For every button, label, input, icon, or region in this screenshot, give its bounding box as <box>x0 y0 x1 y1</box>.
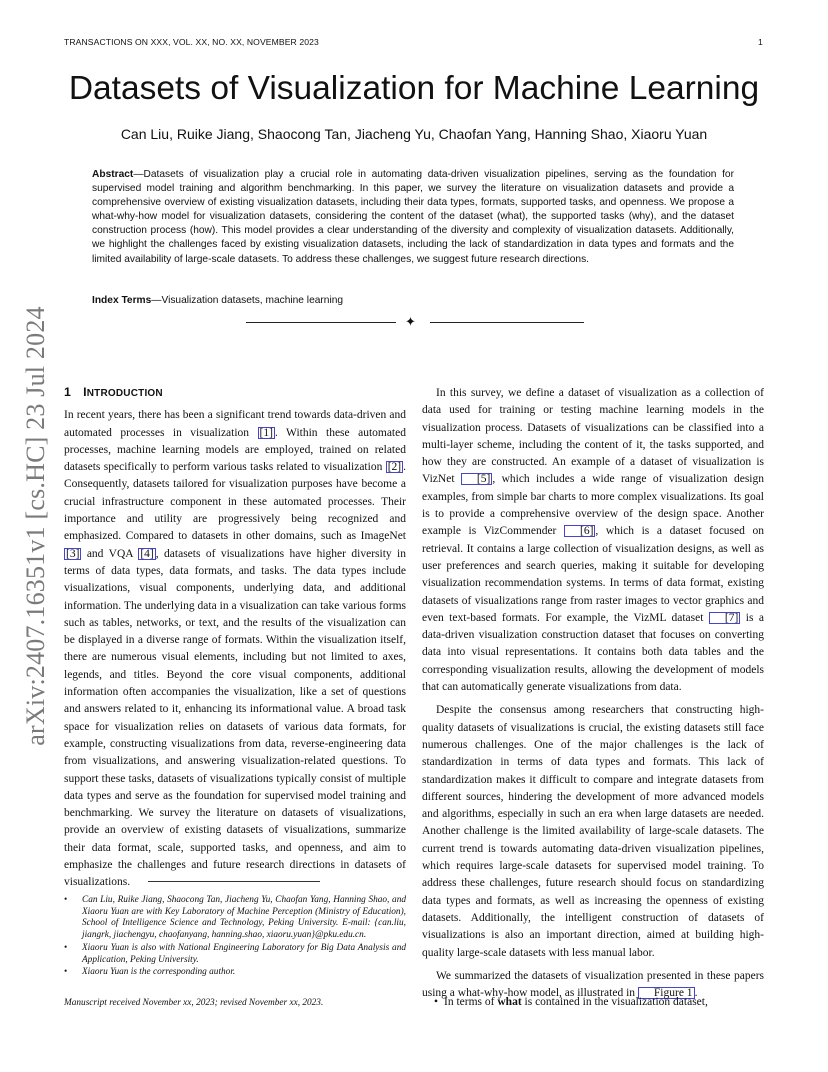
text-run: In recent years, there has been a significant trend towards data-driven and automated processes in visualization <box>64 409 406 439</box>
text-run: . Within these automated processes, machine learning models are employed, trained on related datasets specifically to perform various tasks related to visualization <box>64 426 406 474</box>
citation-link[interactable]: [2] <box>387 461 402 474</box>
section-divider <box>246 315 584 329</box>
running-header: TRANSACTIONS ON XXX, VOL. XX, NO. XX, NOVEMBER 2023 <box>64 37 319 47</box>
footnote-item: • Can Liu, Ruike Jiang, Shaocong Tan, Jiacheng Yu, Chaofan Yang, Hanning Shao, and Xiaoru Yuan are with Key Laboratory of Machine Perception (Ministry of Education), School of Intelligence Science and Technology, Peking University. E-mail: {can.liu, jiangrk, jiachengyu, chaofanyang, hanning.shao, xiaoru.yuan}@pku.edu.cn. <box>64 895 406 942</box>
footnote-item: • Xiaoru Yuan is also with National Engineering Laboratory for Big Data Analysis and Application, Peking University. <box>64 943 406 966</box>
index-terms <box>92 295 343 306</box>
intro-paragraph-3: Despite the consensus among researchers that constructing high-quality datasets of visualizations is crucial, the existing datasets still face numerous challenges. One of the major challenges is the lack of standardization in terms of data types and formats. This lack of standardization makes it difficult to compare and integrate datasets from different sources, hindering the development of more advanced models and algorithms, especially in such an era when large datasets are needed. Another challenge is the limited availability of large-scale datasets. The current trend is towards automating data-driven visualization pipelines, which requires large-scale datasets for supervised model training. To address these challenges, future research should focus on standardizing data types and formats, as well as increasing the openness of existing datasets. Additionally, the intelligent construction of datasets of visualizations is also an important direction, aimed at building high-quality large-scale datasets with less manual labor. <box>422 704 764 959</box>
text-run: , datasets of visualizations have higher diversity in terms of data types, data formats, and tasks. The data types include visualizations, visual components, underlying data, and additional information. The underlying data in a visualization can take various forms such as tables, networks, or text, and the results of the visualization can be displayed in a diverse range of formats. Within the visualization itself, there are numerous visual elements, including but not limited to axes, legends, and titles. Beyond the core visual components, additional information often accompanies the visualization, like a set of questions and answers related to it, enhancing its informational value. A broad task space for visualization relies on datasets of various data formats, for example, constructing visualizations from data, reverse-engineering data from visualizations, and answering visualization-related questions. To support these tasks, datasets of visualizations typically consist of multiple data types and serve as the foundation for supervised model training and benchmarking. We survey the literature on datasets of visualizations, provide an overview of existing datasets of visualizations, summarize their data format, scale, supported tasks, and openness, and aim to emphasize the challenges and future research directions in datasets of visualizations. <box>64 547 406 889</box>
divider-star-icon: ✦ <box>405 314 416 329</box>
citation-link[interactable]: [5] <box>461 473 492 485</box>
right-column <box>422 385 764 1002</box>
text-run: In this survey, we define a dataset of visualization as a collection of data used for training or testing machine learning models in the visualization process. Datasets of visualizations can be classified into a multi-layer scheme, including the content of it, the tasks supported, and how they are constructed. An example of a dataset of visualization is VizNet <box>422 387 764 486</box>
text-run: . Consequently, datasets tailored for visualization purposes have become a crucial infrastructure component in these automated processes. Their importance and utility are progressively being recognized and emphasized. Compared to datasets in other domains, such as ImageNet <box>64 461 406 543</box>
citation-link[interactable]: [1] <box>259 426 273 439</box>
abstract <box>92 168 734 267</box>
abstract-text: —Datasets of visualization play a crucial role in automating data-driven visualization pipelines, serving as the foundation for supervised model training and algorithm benchmarking. In this paper, we survey the literature on visualization datasets and provide a comprehensive overview of existing visualization datasets, including their data types, formats, supported tasks, and openness. We propose a what-why-how model for visualization datasets, considering the content of the dataset (what), the supported tasks (why), and the dataset construction process (how). This model provides a clear understanding of the diversity and complexity of visualization datasets. Additionally, we highlight the challenges faced by existing visualization datasets, including the lack of standardization in data types and formats and the limited availability of large-scale datasets. To address these challenges, we suggest future research directions. <box>92 169 734 265</box>
text-run: , which is a dataset focused on retrieval. It contains a large collection of visualization designs, as well as user preferences and search queries, making it suitable for developing visualization recommendation systems. In terms of data format, existing datasets of visualizations range from raster images to vector graphics and even text-based formats. For example, the VizML dataset <box>422 525 764 624</box>
bold-term: what <box>497 996 522 1008</box>
text-run: is contained in the visualization dataset, <box>521 996 708 1008</box>
section-title-rest: NTRODUCTION <box>86 388 163 399</box>
page-number: 1 <box>758 37 763 47</box>
footnote-item: • Xiaoru Yuan is the corresponding author. <box>64 967 406 979</box>
text-run: We summarized the datasets of visualization presented in these papers using a what-why-how model, as illustrated in <box>422 969 764 1000</box>
author-list: Can Liu, Ruike Jiang, Shaocong Tan, Jiacheng Yu, Chaofan Yang, Hanning Shao, Xiaoru Yuan <box>120 126 708 142</box>
figure-link[interactable]: Figure 1 <box>638 987 695 999</box>
bullet-item <box>434 994 764 1011</box>
footnote-rule <box>148 881 320 882</box>
arxiv-stamp-text: arXiv:2407.16351v1 [cs.HC] 23 Jul 2024 <box>21 306 50 746</box>
manuscript-note: Manuscript received November xx, 2023; revised November xx, 2023. <box>64 998 324 1008</box>
text-run: In terms of <box>444 996 498 1008</box>
citation-link[interactable]: [3] <box>66 547 80 560</box>
divider-line-left <box>246 322 396 323</box>
section-title-initial: I <box>83 385 87 399</box>
section-number: 1 <box>64 385 72 399</box>
footnotes <box>64 895 406 980</box>
text-run: is a data-driven visualization construction dataset that focuses on converting data into visual representations. It contains both data tables and the corresponding visualization results, allowing the development of models that can automatically generate visualizations from data. <box>422 611 765 694</box>
citation-link[interactable]: [6] <box>564 525 595 537</box>
left-column <box>64 384 406 892</box>
index-terms-text: —Visualization datasets, machine learning <box>151 295 344 306</box>
text-run: . <box>694 987 698 1000</box>
citation-link[interactable]: [7] <box>709 612 740 624</box>
citation-link[interactable]: [4] <box>140 547 154 560</box>
paper-title: Datasets of Visualization for Machine Learning <box>68 70 760 107</box>
section-heading <box>64 384 406 402</box>
intro-paragraph-1 <box>64 407 406 891</box>
index-terms-label: Index Terms <box>92 295 152 306</box>
intro-paragraph-2 <box>422 385 764 696</box>
text-run: , which includes a wide range of visualization design examples, from simple bar charts to more complex visualizations. Its goal is to provide a comprehensive overview of the design space. Another example is VizCommender <box>422 473 764 538</box>
divider-line-right <box>430 322 584 323</box>
abstract-label: Abstract <box>92 169 134 180</box>
text-run: and VQA <box>81 547 139 560</box>
